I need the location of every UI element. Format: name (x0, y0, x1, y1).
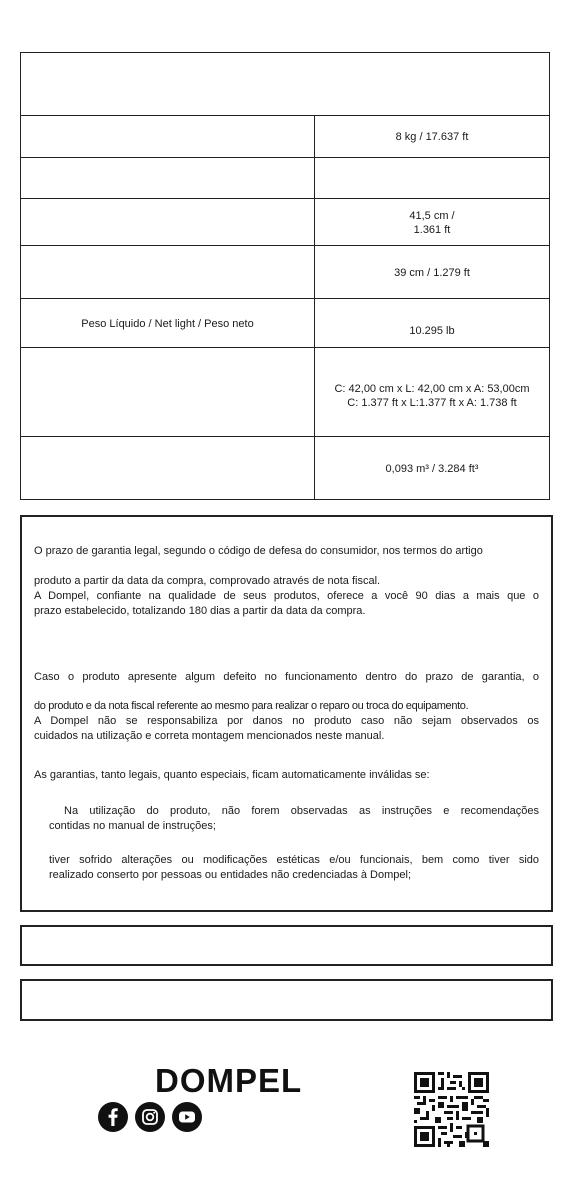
warranty-line: Na utilização do produto, não forem observadas as instruções e recomendações (64, 805, 539, 817)
spec-value (315, 158, 549, 199)
spec-label: Peso Líquido / Net light / Peso neto (81, 318, 254, 330)
spec-label (21, 437, 314, 500)
spec-label (21, 199, 314, 246)
warranty-line: A Dompel, confiante na qualidade de seus produtos, oferece a você 90 dias a mais que o (34, 590, 539, 602)
table-row (21, 198, 549, 246)
empty-box (20, 925, 553, 966)
warranty-line: prazo estabelecido, totalizando 180 dias a partir da data da compra. (34, 605, 366, 617)
warranty-line: Caso o produto apresente algum defeito no funcionamento dentro do prazo de garantia, o (34, 671, 539, 683)
spec-value (315, 348, 549, 437)
warranty-paragraph (49, 853, 539, 883)
spec-value-line: 1.361 ft (413, 223, 451, 236)
warranty-line: O prazo de garantia legal, segundo o código de defesa do consumidor, nos termos do artigo (34, 545, 483, 557)
instagram-icon[interactable] (135, 1102, 165, 1132)
warranty-paragraph (34, 574, 539, 619)
warranty-paragraph (34, 544, 539, 559)
spec-value-line: C: 1.377 ft x L:1.377 ft x A: 1.738 ft (347, 396, 517, 409)
dompel-logo: DOMPEL (155, 1062, 303, 1099)
warranty-line: As garantias, tanto legais, quanto especiais, ficam automaticamente inválidas se: (34, 769, 430, 781)
spec-value-line: 41,5 cm / (409, 209, 455, 222)
warranty-line: produto a partir da data da compra, comprovado através de nota fiscal. (34, 575, 381, 587)
table-row (21, 298, 549, 348)
empty-box (20, 979, 553, 1021)
warranty-line: tiver sofrido alterações ou modificações estéticas e/ou funcionais, bem como tiver sido (49, 854, 539, 866)
table-row (21, 115, 549, 158)
spec-value: 10.295 lb (409, 325, 455, 337)
spec-value: 0,093 m³ / 3.284 ft³ (385, 462, 479, 475)
warranty-paragraph (34, 768, 539, 783)
warranty-line: A Dompel não se responsabiliza por danos no produto caso não sejam observados os (34, 715, 539, 727)
spec-table (20, 52, 550, 500)
warranty-paragraph (34, 670, 539, 685)
table-row (21, 245, 549, 299)
spec-label (21, 116, 314, 158)
warranty-paragraph (34, 699, 539, 744)
table-row (21, 347, 549, 437)
spec-value: 39 cm / 1.279 ft (394, 266, 470, 279)
spec-label (21, 158, 314, 199)
warranty-paragraph (49, 804, 539, 834)
warranty-box (20, 515, 553, 912)
table-row (21, 157, 549, 199)
warranty-line: do produto e da nota fiscal referente ao mesmo para realizar o reparo ou troca do equipamento. (34, 700, 469, 712)
spec-value (315, 199, 549, 246)
warranty-line: cuidados na utilização e correta montagem mencionados neste manual. (34, 730, 385, 742)
facebook-icon[interactable] (98, 1102, 128, 1132)
qr-code-icon (414, 1072, 489, 1147)
spec-value: 8 kg / 17.637 ft (395, 131, 469, 143)
spec-label (21, 348, 314, 437)
table-row (21, 436, 549, 500)
youtube-icon[interactable] (172, 1102, 202, 1132)
warranty-line: contidas no manual de instruções; (49, 820, 216, 832)
spec-label (21, 246, 314, 299)
warranty-line: realizado conserto por pessoas ou entidades não credenciadas à Dompel; (49, 869, 412, 881)
spec-value-line: C: 42,00 cm x L: 42,00 cm x A: 53,00cm (334, 382, 530, 395)
